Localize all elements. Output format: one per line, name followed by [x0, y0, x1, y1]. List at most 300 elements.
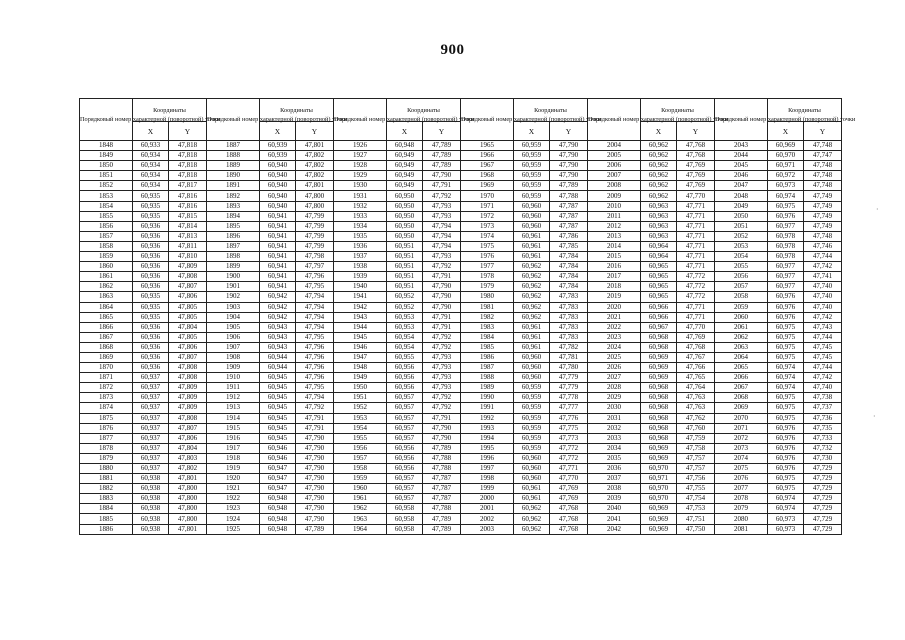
point-number-cell: 2048: [715, 191, 768, 201]
point-number-cell: 1888: [207, 151, 260, 161]
x-coordinate-cell: 60,956: [387, 373, 423, 383]
point-number-cell: 1971: [461, 201, 514, 211]
x-coordinate-cell: 60,963: [641, 221, 677, 231]
y-coordinate-cell: 47,795: [296, 332, 334, 342]
point-number-cell: 1942: [334, 302, 387, 312]
point-number-cell: 1901: [207, 282, 260, 292]
x-coordinate-cell: 60,937: [133, 453, 169, 463]
x-coordinate-cell: 60,969: [641, 453, 677, 463]
table-row: [80, 211, 842, 221]
point-number-cell: 2076: [715, 474, 768, 484]
point-number-cell: 1966: [461, 151, 514, 161]
x-coordinate-cell: 60,969: [641, 352, 677, 362]
x-coordinate-cell: 60,962: [641, 191, 677, 201]
x-coordinate-cell: 60,962: [514, 504, 550, 514]
y-coordinate-cell: 47,747: [804, 151, 842, 161]
point-number-cell: 2004: [588, 141, 641, 151]
x-coordinate-cell: 60,936: [133, 332, 169, 342]
y-coordinate-cell: 47,769: [550, 484, 588, 494]
x-coordinate-cell: 60,976: [768, 464, 804, 474]
point-number-cell: 2070: [715, 413, 768, 423]
y-coordinate-cell: 47,793: [423, 383, 461, 393]
y-coordinate-cell: 47,742: [804, 262, 842, 272]
table-row: [80, 151, 842, 161]
page-number: 900: [440, 42, 465, 58]
y-coordinate-cell: 47,791: [423, 413, 461, 423]
point-number-cell: 2063: [715, 342, 768, 352]
x-coordinate-cell: 60,974: [768, 363, 804, 373]
point-number-cell: 2006: [588, 161, 641, 171]
y-coordinate-cell: 47,809: [169, 393, 207, 403]
y-coordinate-cell: 47,749: [804, 201, 842, 211]
y-coordinate-cell: 47,801: [169, 524, 207, 534]
y-coordinate-cell: 47,791: [423, 322, 461, 332]
x-coordinate-cell: 60,935: [133, 312, 169, 322]
y-coordinate-cell: 47,792: [296, 403, 334, 413]
point-number-cell: 1920: [207, 474, 260, 484]
x-coordinate-cell: 60,940: [260, 181, 296, 191]
y-coordinate-cell: 47,809: [169, 383, 207, 393]
point-number-cell: 1883: [80, 494, 133, 504]
point-number-cell: 1911: [207, 383, 260, 393]
x-coordinate-cell: 60,970: [641, 494, 677, 504]
table-row: [80, 484, 842, 494]
y-coordinate-cell: 47,784: [550, 252, 588, 262]
point-number-cell: 2046: [715, 171, 768, 181]
point-number-cell: 2079: [715, 504, 768, 514]
point-number-cell: 1992: [461, 413, 514, 423]
y-coordinate-cell: 47,790: [296, 484, 334, 494]
point-number-cell: 1871: [80, 373, 133, 383]
point-number-cell: 1878: [80, 443, 133, 453]
y-coordinate-cell: 47,783: [550, 292, 588, 302]
y-coordinate-cell: 47,794: [296, 312, 334, 322]
x-coordinate-cell: 60,947: [260, 484, 296, 494]
point-number-cell: 2072: [715, 433, 768, 443]
table-row: [80, 403, 842, 413]
x-coordinate-cell: 60,938: [133, 484, 169, 494]
point-number-cell: 1940: [334, 282, 387, 292]
x-coordinate-cell: 60,962: [641, 171, 677, 181]
x-header: X: [387, 122, 423, 141]
x-coordinate-cell: 60,950: [387, 191, 423, 201]
table-row: [80, 342, 842, 352]
table-row: [80, 494, 842, 504]
point-number-cell: 2062: [715, 332, 768, 342]
point-number-cell: 1933: [334, 211, 387, 221]
table-row: [80, 413, 842, 423]
point-number-cell: 1976: [461, 252, 514, 262]
y-coordinate-cell: 47,748: [804, 231, 842, 241]
point-number-cell: 1947: [334, 352, 387, 362]
x-coordinate-cell: 60,960: [514, 363, 550, 373]
y-coordinate-cell: 47,755: [677, 484, 715, 494]
x-coordinate-cell: 60,962: [514, 282, 550, 292]
y-coordinate-cell: 47,789: [423, 514, 461, 524]
x-coordinate-cell: 60,975: [768, 322, 804, 332]
point-number-cell: 1855: [80, 211, 133, 221]
x-coordinate-cell: 60,938: [133, 474, 169, 484]
point-number-cell: 1928: [334, 161, 387, 171]
y-coordinate-cell: 47,788: [423, 464, 461, 474]
y-coordinate-cell: 47,749: [804, 221, 842, 231]
point-number-cell: 2059: [715, 302, 768, 312]
x-coordinate-cell: 60,962: [514, 262, 550, 272]
y-coordinate-cell: 47,759: [677, 433, 715, 443]
point-number-cell: 1897: [207, 241, 260, 251]
point-number-cell: 1874: [80, 403, 133, 413]
point-number-cell: 1993: [461, 423, 514, 433]
x-coordinate-cell: 60,969: [768, 141, 804, 151]
y-coordinate-cell: 47,737: [804, 403, 842, 413]
x-coordinate-cell: 60,934: [133, 171, 169, 181]
point-number-cell: 2077: [715, 484, 768, 494]
point-number-cell: 1864: [80, 302, 133, 312]
y-coordinate-cell: 47,790: [296, 443, 334, 453]
x-coordinate-cell: 60,968: [641, 383, 677, 393]
x-coordinate-cell: 60,934: [133, 181, 169, 191]
point-number-cell: 1876: [80, 423, 133, 433]
y-coordinate-cell: 47,801: [169, 474, 207, 484]
point-number-cell: 1984: [461, 332, 514, 342]
table-row: [80, 272, 842, 282]
point-number-cell: 1850: [80, 161, 133, 171]
point-number-header: Порядковый номер характерной (поворотной) точки: [80, 99, 133, 141]
x-coordinate-cell: 60,950: [387, 221, 423, 231]
point-number-cell: 1848: [80, 141, 133, 151]
table-header: [80, 99, 856, 141]
y-coordinate-cell: 47,740: [804, 282, 842, 292]
point-number-cell: 1922: [207, 494, 260, 504]
x-header: X: [133, 122, 169, 141]
y-coordinate-cell: 47,798: [296, 252, 334, 262]
x-coordinate-cell: 60,957: [387, 484, 423, 494]
point-number-cell: 2013: [588, 231, 641, 241]
point-number-cell: 2039: [588, 494, 641, 504]
x-coordinate-cell: 60,954: [387, 342, 423, 352]
x-coordinate-cell: 60,974: [768, 191, 804, 201]
y-coordinate-cell: 47,788: [423, 453, 461, 463]
y-coordinate-cell: 47,800: [296, 201, 334, 211]
point-number-cell: 1977: [461, 262, 514, 272]
x-coordinate-cell: 60,960: [514, 201, 550, 211]
x-coordinate-cell: 60,945: [260, 383, 296, 393]
coordinates-header: Координаты: [387, 99, 461, 122]
x-coordinate-cell: 60,974: [768, 494, 804, 504]
x-coordinate-cell: 60,943: [260, 332, 296, 342]
y-coordinate-cell: 47,778: [550, 393, 588, 403]
y-coordinate-cell: 47,744: [804, 252, 842, 262]
point-number-cell: 1862: [80, 282, 133, 292]
x-coordinate-cell: 60,938: [133, 514, 169, 524]
x-coordinate-cell: 60,970: [641, 484, 677, 494]
x-coordinate-cell: 60,959: [514, 191, 550, 201]
y-coordinate-cell: 47,788: [550, 191, 588, 201]
point-number-cell: 1889: [207, 161, 260, 171]
x-coordinate-cell: 60,976: [768, 211, 804, 221]
x-coordinate-cell: 60,945: [260, 393, 296, 403]
y-coordinate-cell: 47,780: [550, 363, 588, 373]
y-coordinate-cell: 47,787: [423, 494, 461, 504]
x-coordinate-cell: 60,956: [387, 383, 423, 393]
point-number-cell: 1953: [334, 413, 387, 423]
x-coordinate-cell: 60,978: [768, 241, 804, 251]
x-coordinate-cell: 60,939: [260, 151, 296, 161]
y-coordinate-cell: 47,801: [296, 141, 334, 151]
x-coordinate-cell: 60,959: [514, 181, 550, 191]
point-number-cell: 1952: [334, 403, 387, 413]
point-number-cell: 2053: [715, 241, 768, 251]
x-coordinate-cell: 60,954: [387, 332, 423, 342]
table-row: [80, 363, 842, 373]
table-row: [80, 433, 842, 443]
point-number-cell: 1958: [334, 464, 387, 474]
x-coordinate-cell: 60,956: [387, 464, 423, 474]
y-coordinate-cell: 47,794: [296, 302, 334, 312]
y-coordinate-cell: 47,748: [804, 181, 842, 191]
x-coordinate-cell: 60,968: [641, 433, 677, 443]
y-coordinate-cell: 47,744: [804, 363, 842, 373]
point-number-cell: 2037: [588, 474, 641, 484]
y-coordinate-cell: 47,790: [423, 282, 461, 292]
point-number-cell: 1941: [334, 292, 387, 302]
y-coordinate-cell: 47,794: [296, 393, 334, 403]
y-coordinate-cell: 47,790: [423, 433, 461, 443]
point-number-cell: 1868: [80, 342, 133, 352]
table-row: [80, 373, 842, 383]
x-coordinate-cell: 60,937: [133, 443, 169, 453]
x-coordinate-cell: 60,940: [260, 191, 296, 201]
point-number-cell: 2030: [588, 403, 641, 413]
table-row: [80, 383, 842, 393]
y-coordinate-cell: 47,757: [677, 453, 715, 463]
y-header: Y: [550, 122, 588, 141]
x-coordinate-cell: 60,973: [768, 514, 804, 524]
x-coordinate-cell: 60,957: [387, 423, 423, 433]
point-number-cell: 1924: [207, 514, 260, 524]
table-row: [80, 252, 842, 262]
x-coordinate-cell: 60,956: [387, 443, 423, 453]
point-number-cell: 2071: [715, 423, 768, 433]
point-number-cell: 1894: [207, 211, 260, 221]
coordinates-header: Координаты: [768, 99, 842, 122]
point-number-cell: 1926: [334, 141, 387, 151]
point-number-cell: 1935: [334, 231, 387, 241]
point-number-cell: 1899: [207, 262, 260, 272]
point-number-cell: 1877: [80, 433, 133, 443]
x-coordinate-cell: 60,950: [387, 201, 423, 211]
point-number-cell: 2050: [715, 211, 768, 221]
point-number-cell: 1929: [334, 171, 387, 181]
y-coordinate-cell: 47,789: [550, 181, 588, 191]
y-coordinate-cell: 47,764: [677, 383, 715, 393]
x-coordinate-cell: 60,936: [133, 221, 169, 231]
y-coordinate-cell: 47,792: [423, 403, 461, 413]
point-number-header: Порядковый номер характерной (поворотной) точки: [715, 99, 768, 141]
point-number-cell: 1982: [461, 312, 514, 322]
point-number-cell: 1907: [207, 342, 260, 352]
x-coordinate-cell: 60,961: [514, 342, 550, 352]
table-row: [80, 241, 842, 251]
point-number-cell: 2058: [715, 292, 768, 302]
point-number-cell: 2052: [715, 231, 768, 241]
point-number-cell: 1890: [207, 171, 260, 181]
table-row: [80, 292, 842, 302]
point-number-cell: 1994: [461, 433, 514, 443]
y-coordinate-cell: 47,785: [550, 241, 588, 251]
x-coordinate-cell: 60,937: [133, 423, 169, 433]
y-coordinate-cell: 47,749: [804, 211, 842, 221]
x-coordinate-cell: 60,934: [133, 161, 169, 171]
x-coordinate-cell: 60,936: [133, 282, 169, 292]
x-coordinate-cell: 60,961: [514, 332, 550, 342]
y-coordinate-cell: 47,783: [550, 322, 588, 332]
coordinates-header: Координаты: [641, 99, 715, 122]
x-coordinate-cell: 60,977: [768, 221, 804, 231]
x-coordinate-cell: 60,941: [260, 221, 296, 231]
x-coordinate-cell: 60,975: [768, 332, 804, 342]
point-number-cell: 1972: [461, 211, 514, 221]
table-row: [80, 302, 842, 312]
x-coordinate-cell: 60,960: [514, 453, 550, 463]
y-coordinate-cell: 47,788: [423, 504, 461, 514]
point-number-cell: 1936: [334, 241, 387, 251]
y-coordinate-cell: 47,762: [677, 413, 715, 423]
point-number-cell: 2036: [588, 464, 641, 474]
y-coordinate-cell: 47,800: [169, 514, 207, 524]
y-coordinate-cell: 47,817: [169, 181, 207, 191]
margin-mark: ·: [876, 205, 879, 214]
y-coordinate-cell: 47,790: [423, 171, 461, 181]
x-coordinate-cell: 60,962: [641, 151, 677, 161]
point-number-cell: 1931: [334, 191, 387, 201]
y-coordinate-cell: 47,789: [423, 443, 461, 453]
table-row: [80, 524, 842, 534]
x-coordinate-cell: 60,936: [133, 231, 169, 241]
x-coordinate-cell: 60,976: [768, 302, 804, 312]
y-coordinate-cell: 47,745: [804, 342, 842, 352]
point-number-cell: 1965: [461, 141, 514, 151]
x-coordinate-cell: 60,937: [133, 373, 169, 383]
x-coordinate-cell: 60,959: [514, 393, 550, 403]
x-coordinate-cell: 60,976: [768, 433, 804, 443]
x-coordinate-cell: 60,944: [260, 363, 296, 373]
y-coordinate-cell: 47,789: [423, 141, 461, 151]
point-number-cell: 2074: [715, 453, 768, 463]
point-number-cell: 1990: [461, 393, 514, 403]
y-coordinate-cell: 47,805: [169, 312, 207, 322]
y-coordinate-cell: 47,729: [804, 484, 842, 494]
x-coordinate-cell: 60,942: [260, 302, 296, 312]
point-number-cell: 1956: [334, 443, 387, 453]
y-coordinate-cell: 47,790: [296, 474, 334, 484]
point-number-cell: 1949: [334, 373, 387, 383]
x-coordinate-cell: 60,944: [260, 352, 296, 362]
point-number-cell: 1915: [207, 423, 260, 433]
y-coordinate-cell: 47,799: [296, 241, 334, 251]
y-coordinate-cell: 47,771: [677, 231, 715, 241]
y-coordinate-cell: 47,795: [296, 282, 334, 292]
x-coordinate-cell: 60,959: [514, 151, 550, 161]
point-number-cell: 2078: [715, 494, 768, 504]
x-coordinate-cell: 60,951: [387, 252, 423, 262]
y-coordinate-cell: 47,742: [804, 373, 842, 383]
point-number-cell: 1856: [80, 221, 133, 231]
x-coordinate-cell: 60,957: [387, 403, 423, 413]
x-coordinate-cell: 60,959: [514, 423, 550, 433]
point-number-cell: 1884: [80, 504, 133, 514]
y-coordinate-cell: 47,765: [677, 373, 715, 383]
x-coordinate-cell: 60,958: [387, 504, 423, 514]
x-coordinate-cell: 60,948: [387, 141, 423, 151]
point-number-cell: 2012: [588, 221, 641, 231]
y-coordinate-cell: 47,784: [550, 272, 588, 282]
x-coordinate-cell: 60,976: [768, 443, 804, 453]
x-coordinate-cell: 60,978: [768, 231, 804, 241]
x-coordinate-cell: 60,948: [260, 514, 296, 524]
y-coordinate-cell: 47,775: [550, 423, 588, 433]
y-coordinate-cell: 47,748: [804, 171, 842, 181]
y-coordinate-cell: 47,789: [423, 524, 461, 534]
point-number-cell: 1912: [207, 393, 260, 403]
x-coordinate-cell: 60,963: [641, 231, 677, 241]
y-coordinate-cell: 47,772: [677, 272, 715, 282]
x-coordinate-cell: 60,976: [768, 292, 804, 302]
point-number-cell: 1865: [80, 312, 133, 322]
y-coordinate-cell: 47,769: [677, 161, 715, 171]
point-number-cell: 1968: [461, 171, 514, 181]
point-number-cell: 1974: [461, 231, 514, 241]
point-number-cell: 1978: [461, 272, 514, 282]
y-coordinate-cell: 47,803: [169, 453, 207, 463]
x-coordinate-cell: 60,936: [133, 342, 169, 352]
x-coordinate-cell: 60,941: [260, 272, 296, 282]
point-number-cell: 1963: [334, 514, 387, 524]
point-number-cell: 1909: [207, 363, 260, 373]
y-coordinate-cell: 47,793: [423, 352, 461, 362]
x-coordinate-cell: 60,977: [768, 272, 804, 282]
x-coordinate-cell: 60,960: [514, 474, 550, 484]
table-row: [80, 332, 842, 342]
point-number-cell: 2028: [588, 383, 641, 393]
y-coordinate-cell: 47,729: [804, 494, 842, 504]
x-coordinate-cell: 60,949: [387, 151, 423, 161]
y-coordinate-cell: 47,754: [677, 494, 715, 504]
point-number-cell: 1988: [461, 373, 514, 383]
x-coordinate-cell: 60,956: [387, 453, 423, 463]
y-coordinate-cell: 47,768: [677, 151, 715, 161]
table-row: [80, 231, 842, 241]
point-number-cell: 2038: [588, 484, 641, 494]
x-coordinate-cell: 60,963: [641, 211, 677, 221]
point-number-cell: 2019: [588, 292, 641, 302]
x-coordinate-cell: 60,970: [641, 464, 677, 474]
point-number-cell: 1882: [80, 484, 133, 494]
y-coordinate-cell: 47,802: [296, 151, 334, 161]
y-coordinate-cell: 47,811: [169, 241, 207, 251]
point-number-cell: 1861: [80, 272, 133, 282]
point-number-cell: 2069: [715, 403, 768, 413]
y-coordinate-cell: 47,772: [677, 292, 715, 302]
y-coordinate-cell: 47,787: [550, 201, 588, 211]
y-coordinate-cell: 47,746: [804, 241, 842, 251]
table-row: [80, 443, 842, 453]
x-coordinate-cell: 60,975: [768, 474, 804, 484]
y-coordinate-cell: 47,818: [169, 151, 207, 161]
y-coordinate-cell: 47,799: [296, 211, 334, 221]
table-row: [80, 181, 842, 191]
table-row: [80, 221, 842, 231]
